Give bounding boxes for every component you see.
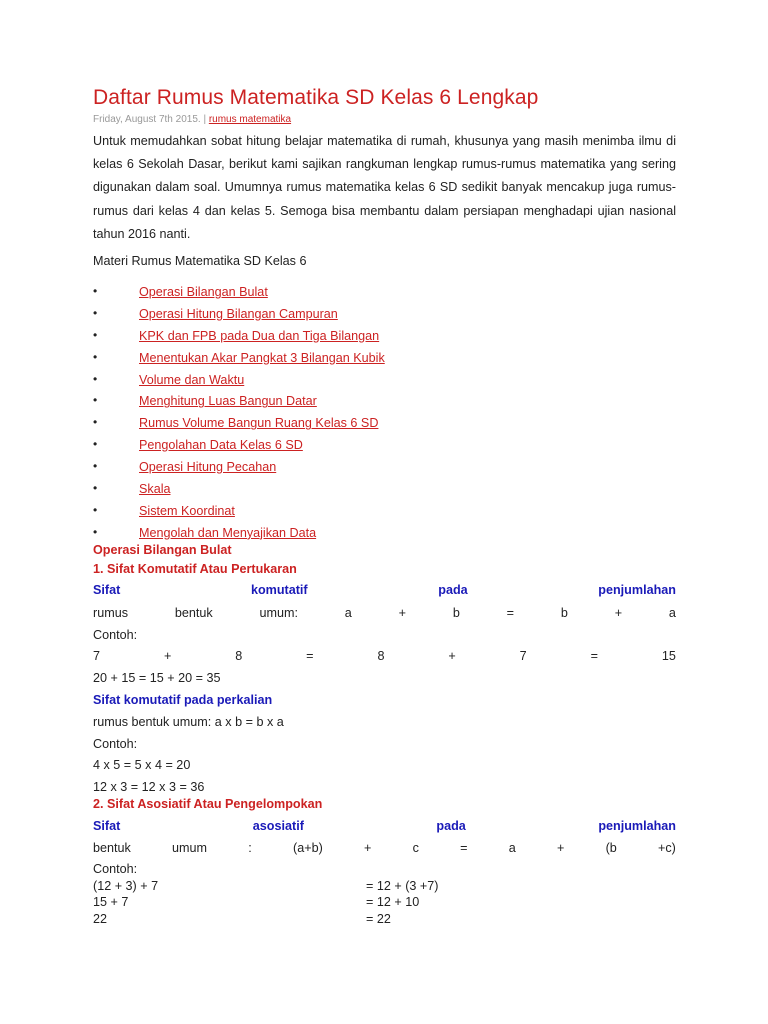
contoh-label: Contoh: [93,862,138,876]
toc-link[interactable]: Operasi Bilangan Bulat [139,285,268,299]
toc-link[interactable]: Menghitung Luas Bangun Datar [139,394,317,409]
toc-link[interactable]: Rumus Volume Bangun Ruang Kelas 6 SD [139,416,379,431]
row-token: = [590,649,598,663]
bullet-icon: • [93,524,98,539]
row-token: + [448,649,456,663]
row-token: pada [438,583,468,597]
row-token: 15 [661,649,676,663]
bullet-icon: • [93,481,98,496]
article-title: Daftar Rumus Matematika SD Kelas 6 Lengkap [93,86,539,109]
row-token: 7 [93,649,101,663]
toc-link[interactable]: Skala [139,482,171,497]
row-token: a [668,606,676,620]
row-token: bentuk [93,841,131,855]
row-token: = [306,649,314,663]
bullet-icon: • [93,349,98,364]
komutatif-formula-row [93,606,676,620]
row-token: umum [172,841,208,855]
komutatif-title-row [93,583,676,597]
bullet-icon: • [93,459,98,474]
row-token: 7 [519,649,527,663]
row-token: + [398,606,406,620]
toc-link[interactable]: Operasi Hitung Pecahan [139,460,277,475]
subheading-asosiatif: 2. Sifat Asosiatif Atau Pengelompokan [93,797,323,811]
example-line: 4 x 5 = 5 x 4 = 20 [93,758,191,772]
row-token: : [248,841,252,855]
toc-link[interactable]: Pengolahan Data Kelas 6 SD [139,438,303,453]
example-right: = 12 + (3 +7) [366,879,439,893]
row-token: rumus [93,606,128,620]
row-token: + [364,841,372,855]
row-token: b [560,606,568,620]
bullet-icon: • [93,305,98,320]
row-token: 8 [235,649,243,663]
row-token: bentuk [174,606,213,620]
bullet-icon: • [93,415,98,430]
row-token: c [412,841,419,855]
row-token: 8 [377,649,385,663]
bullet-icon: • [93,437,98,452]
row-token: = [460,841,468,855]
row-token: penjumlahan [598,583,676,597]
row-token: a [344,606,352,620]
example-line: 20 + 15 = 15 + 20 = 35 [93,671,221,685]
example-left: 15 + 7 [93,895,129,909]
asosiatif-formula-row [93,841,676,855]
row-token: + [556,841,565,855]
row-token: komutatif [250,583,308,597]
post-date: Friday, August 7th 2015. | [93,114,209,125]
row-token: + [614,606,623,620]
bullet-icon: • [93,502,98,517]
example-right: = 22 [366,912,391,926]
row-token: = [506,606,515,620]
row-token: a [508,841,516,855]
row-token: b [452,606,460,620]
asosiatif-title-row [93,819,676,833]
example-row [93,649,676,663]
toc-link[interactable]: Menentukan Akar Pangkat 3 Bilangan Kubik [139,350,385,365]
row-token: umum: [259,606,298,620]
materi-heading: Materi Rumus Matematika SD Kelas 6 [93,254,307,268]
toc-link[interactable]: KPK dan FPB pada Dua dan Tiga Bilangan [139,328,380,343]
row-token: penjumlahan [598,819,676,833]
subheading-komutatif: 1. Sifat Komutatif Atau Pertukaran [93,562,297,576]
toc-link[interactable]: Operasi Hitung Bilangan Campuran [139,306,338,321]
example-left: 22 [93,912,108,926]
bullet-icon: • [93,327,98,342]
row-token: (a+b) [293,841,323,855]
toc-link[interactable]: Mengolah dan Menyajikan Data [139,525,317,540]
intro-paragraph: Untuk memudahkan sobat hitung belajar matematika di rumah, khusunya yang masih menimba ilmu di kelas 6 Sekolah Dasar, berikut kami sajikan rangkuman lengkap rumus-rumus matematika yang sering digunakan dalam soal. Umumnya rumus matematika kelas 6 SD sedikit banyak mencakup juga rumus-rumus dari kelas 4 dan kelas 5. Semoga bisa membantu dalam persiapan menghadapi ujian nasional tahun 2016 nanti. [93,134,676,241]
toc-link[interactable]: Sistem Koordinat [139,503,235,518]
row-token: pada [436,819,466,833]
section-heading: Operasi Bilangan Bulat [93,543,232,557]
row-token: + [163,649,172,663]
category-link[interactable]: rumus matematika [208,114,292,125]
row-token: +c) [658,841,676,855]
contoh-label: Contoh: [93,628,138,642]
formula-line: rumus bentuk umum: a x b = b x a [93,715,284,729]
contoh-label: Contoh: [93,737,138,751]
row-token: Sifat [93,583,121,597]
bullet-icon: • [93,371,98,386]
bullet-icon: • [93,393,98,408]
row-token: (b [605,841,617,855]
subheading-komutatif-perkalian: Sifat komutatif pada perkalian [93,693,273,707]
bullet-icon: • [93,284,98,298]
example-left: (12 + 3) + 7 [93,879,159,893]
row-token: asosiatif [252,819,304,833]
example-right: = 12 + 10 [366,895,420,909]
row-token: Sifat [93,819,121,833]
example-line: 12 x 3 = 12 x 3 = 36 [93,780,205,794]
post-meta [93,114,291,125]
toc-link[interactable]: Volume dan Waktu [139,372,245,387]
